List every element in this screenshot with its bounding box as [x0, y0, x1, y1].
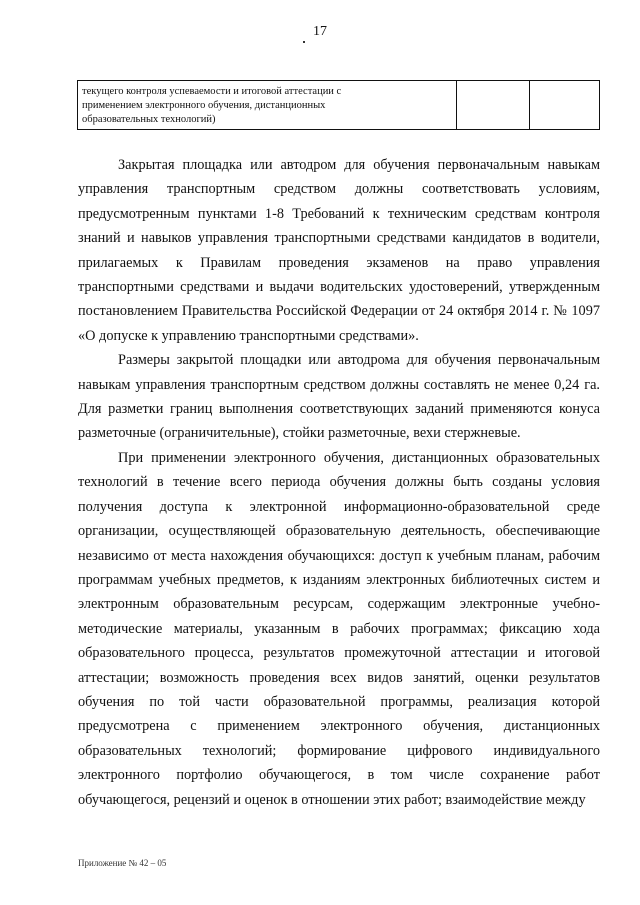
- table-cell-text: [82, 85, 452, 127]
- table-column-divider: [529, 81, 530, 129]
- table-line: текущего контроля успеваемости и итоговой аттестации с: [82, 86, 342, 97]
- paragraph: При применении электронного обучения, дистанционных образовательных технологий в течение всего периода обучения должны быть созданы условия получения доступа к электронной информационно-образовательной среде организации, осуществляющей образовательную деятельность, обеспечивающие независимо от места нахождения обучающихся: доступ к учебным планам, рабочим программам учебных предметов, к изданиям электронных библиотечных систем и электронным образовательным ресурсам, содержащим электронные учебно-методические материалы, указанным в рабочих программах; фиксацию хода образовательного процесса, результатов промежуточной аттестации и итоговой аттестации; возможность проведения всех видов занятий, оценки результатов обучения по той части образовательной программы, реализация которой предусмотрена с применением электронного обучения, дистанционных образовательных технологий; формирование цифрового индивидуального электронного портфолио обучающегося, в том числе сохранение работ обучающегося, рецензий и оценок в отношении этих работ; взаимодействие между: [78, 449, 600, 808]
- table-line: применением электронного обучения, дистанционных: [82, 100, 326, 111]
- table-line: образовательных технологий): [82, 114, 216, 125]
- page-number: 17: [313, 24, 327, 39]
- paragraph: Закрытая площадка или автодром для обучения первоначальным навыкам управления транспортным средством должны соответствовать условиям, предусмотренным пунктами 1-8 Требований к техническим средствам контроля знаний и навыков управления транспортными средствами кандидатов в водители, прилагаемых к Правилам проведения экзаменов на право управления транспортными средствами и выдачи водительских удостоверений, утвержденным постановлением Правительства Российской Федерации от 24 октября 2014 г. № 1097 «О допуске к управлению транспортными средствами».: [78, 157, 600, 344]
- footer-note: Приложение № 42 – 05: [78, 858, 167, 868]
- paragraph: Размеры закрытой площадки или автодрома для обучения первоначальным навыкам управления транспортным средством должны составлять не менее 0,24 га. Для разметки границ выполнения соответствующих заданий применяются конуса разметочные (ограничительные), стойки разметочные, вехи стержневые.: [78, 352, 600, 442]
- table-fragment: [77, 80, 600, 130]
- body-text: [78, 153, 600, 812]
- table-column-divider: [456, 81, 457, 129]
- scan-mark: [303, 41, 305, 43]
